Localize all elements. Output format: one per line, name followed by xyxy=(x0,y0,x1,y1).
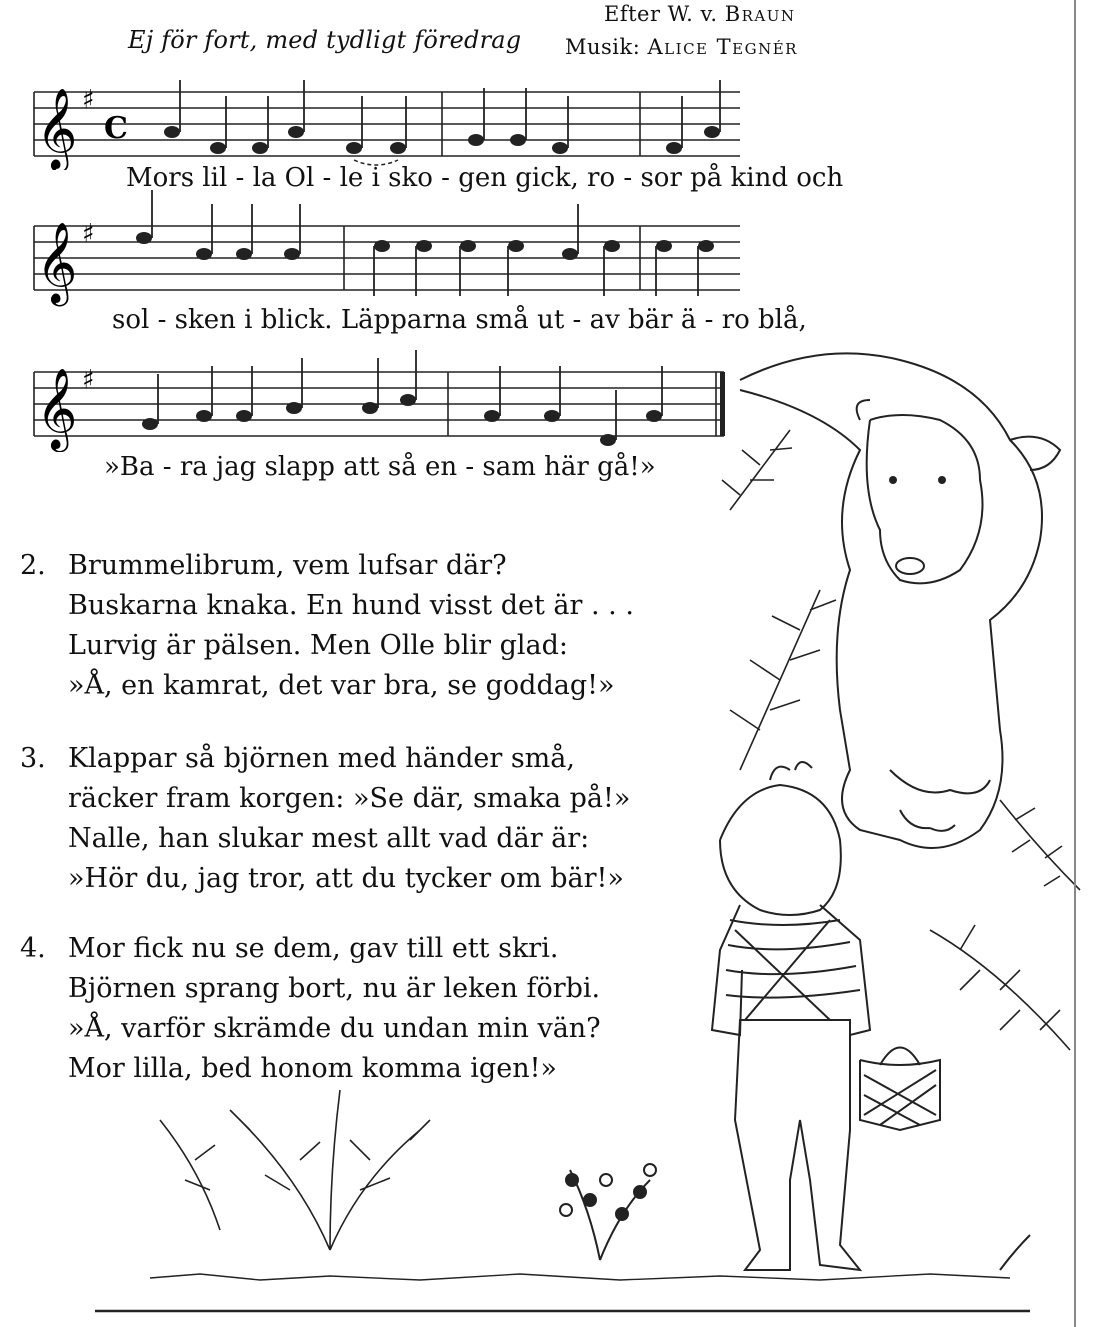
verse-line: Mor fick nu se dem, gav till ett skri. xyxy=(68,933,559,964)
verse-line: Björnen sprang bort, nu är leken förbi. xyxy=(68,973,601,1004)
boy-with-basket-icon xyxy=(712,762,940,1270)
composer-name: Alice Tegnér xyxy=(647,35,798,59)
note xyxy=(468,134,484,146)
note xyxy=(508,240,524,252)
note xyxy=(196,248,212,260)
note xyxy=(656,240,672,252)
note xyxy=(136,232,152,244)
note xyxy=(374,240,390,252)
sharp-icon: ♯ xyxy=(82,219,95,249)
music-system-1 xyxy=(0,40,740,170)
note xyxy=(604,240,620,252)
verse-number: 4. xyxy=(20,933,46,964)
note xyxy=(284,248,300,260)
note xyxy=(390,142,406,154)
note xyxy=(346,142,362,154)
verse-line: räcker fram korgen: »Se där, smaka på!» xyxy=(68,783,631,814)
note xyxy=(288,126,304,138)
composer-prefix: Musik: xyxy=(565,35,641,59)
note xyxy=(510,134,526,146)
note xyxy=(666,142,682,154)
lyrics-system-2: sol - sken i blick. Läpparna små ut - av bär ä - ro blå, xyxy=(112,305,807,335)
lyrics-system-1: Mors lil - la Ol - le i sko - gen gick, ro - sor på kind och xyxy=(126,163,844,193)
lyrics-system-3: »Ba - ra jag slapp att så en - sam här gå!» xyxy=(104,452,656,482)
lyricist-credit xyxy=(604,2,796,26)
verse-line: Brummelibrum, vem lufsar där? xyxy=(68,550,507,581)
verse-line: »Å, en kamrat, det var bra, se goddag!» xyxy=(68,670,615,701)
note xyxy=(210,142,226,154)
note xyxy=(416,240,432,252)
tempo-marking: Ej för fort, med tydligt föredrag xyxy=(128,26,522,54)
note xyxy=(698,240,714,252)
note xyxy=(252,142,268,154)
notes-system-2 xyxy=(136,232,714,260)
note xyxy=(164,126,180,138)
blueberry-bush-icon xyxy=(560,1164,656,1260)
verse-line: Lurvig är pälsen. Men Olle blir glad: xyxy=(68,630,568,661)
illustration xyxy=(0,330,1093,1327)
verse-line: »Å, varför skrämde du undan min vän? xyxy=(68,1013,601,1044)
treble-clef-icon: 𝄞 xyxy=(36,221,78,303)
note xyxy=(552,142,568,154)
note xyxy=(236,248,252,260)
page-edge-divider xyxy=(1074,0,1076,1327)
verse-line: »Hör du, jag tror, att du tycker om bär!» xyxy=(68,863,624,894)
music-system-2 xyxy=(0,190,740,310)
verse-number: 2. xyxy=(20,550,46,581)
treble-clef-icon: 𝄞 xyxy=(36,87,78,169)
verse-number: 3. xyxy=(20,743,46,774)
fern-icon xyxy=(160,430,1080,1250)
note xyxy=(460,240,476,252)
note xyxy=(562,248,578,260)
note xyxy=(704,126,720,138)
time-signature: C xyxy=(104,111,128,146)
verse-line: Buskarna knaka. En hund visst det är . . . xyxy=(68,590,634,621)
lyricist-name: Braun xyxy=(724,2,796,26)
verse-line: Klappar så björnen med händer små, xyxy=(68,743,575,774)
verse-line: Mor lilla, bed honom komma igen!» xyxy=(68,1053,557,1084)
lyricist-prefix: Efter W. v. xyxy=(604,2,718,26)
sharp-icon: ♯ xyxy=(82,85,95,115)
sharp-icon: ♯ xyxy=(82,365,95,395)
bear-icon xyxy=(740,353,1060,848)
treble-clef-icon: 𝄞 xyxy=(36,367,78,449)
verse-line: Nalle, han slukar mest allt vad där är: xyxy=(68,823,590,854)
